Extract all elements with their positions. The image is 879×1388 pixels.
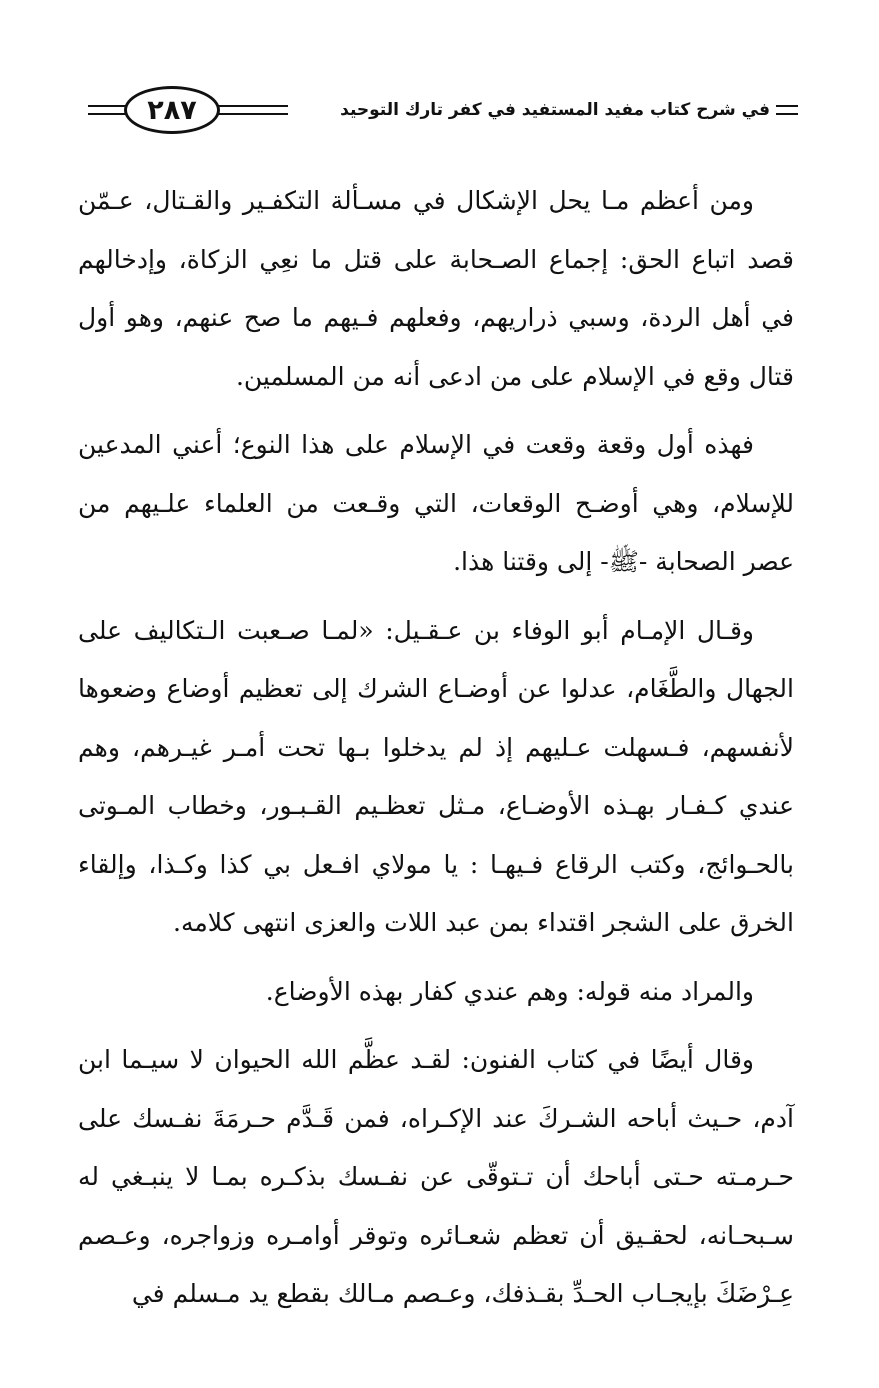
paragraph: وقـال الإمـام أبو الوفاء بن عـقـيل: «لمـا صـعبت الـتكاليف على الجهال والطَّغَام، عدلوا عن أوضـاع الشرك إلى تعظيم أوضاع وضعوها لأنفسهم، فـسهلت عـليهم إذ لم يدخلوا بـها تحت أمـر غيـرهم، وهم عندي كـفـار بهـذه الأوضـاع، مـثل تعظـيم القـبـور، وخطاب المـوتى بالحـوائج، وكتب الرقاع فـيهـا : يا مولاي افـعل بي كذا وكـذا، وإلقاء الخرق على الشجر اقتداء بمن عبد اللات والعزى انتهى كلامه.: [78, 615, 794, 937]
page-number: ٢٨٧: [124, 86, 220, 134]
paragraph: فهذه أول وقعة وقعت في الإسلام على هذا النوع؛ أعني المدعين للإسلام، وهي أوضـح الوقعات، التي وقـعت من العلماء علـيهم من عصر الصحابة -ﷺ- إلى وقتنا هذا.: [78, 430, 794, 576]
body-text: [78, 172, 794, 1334]
paragraph: والمراد منه قوله: وهم عندي كفار بهذه الأوضاع.: [265, 976, 754, 1006]
page-header: [88, 86, 798, 138]
running-title-text: في شرح كتاب مفيد المستفيد في كفر تارك التوحيد: [340, 100, 770, 120]
title-marker: [776, 105, 798, 115]
paragraph: وقال أيضًا في كتاب الفنون: لقـد عظَّم الله الحيوان لا سيـما ابن آدم، حـيث أباحه الشـركَ عند الإكـراه، فمن قَـدَّم حـرمَةَ نفـسك على حـرمـته حـتى أباحك أن تـتوقّى عن نفـسك بذكـره بمـا لا ينبـغي له سـبحـانه، لحقـيق أن تعظم شعـائره وتوقر أوامـره وزواجره، وعـصم عِـرْضَكَ بإيجـاب الحـدِّ بقـذفك، وعـصم مـالك بقطع يد مـسلم في: [78, 1045, 794, 1308]
paragraph: ومن أعظم مـا يحل الإشكال في مسـألة التكفـير والقـتال، عـمّن قصد اتباع الحق: إجماع الصـحابة على قتل ما نعِي الزكاة، وإدخالهم في أهل الردة، وسبي ذراريهم، وفعلهم فـيهم ما صح عنهم، وهو أول قتال وقع في الإسلام على من ادعى أنه من المسلمين.: [78, 186, 794, 391]
running-title: [340, 100, 798, 120]
header-rule-right: [214, 105, 288, 115]
